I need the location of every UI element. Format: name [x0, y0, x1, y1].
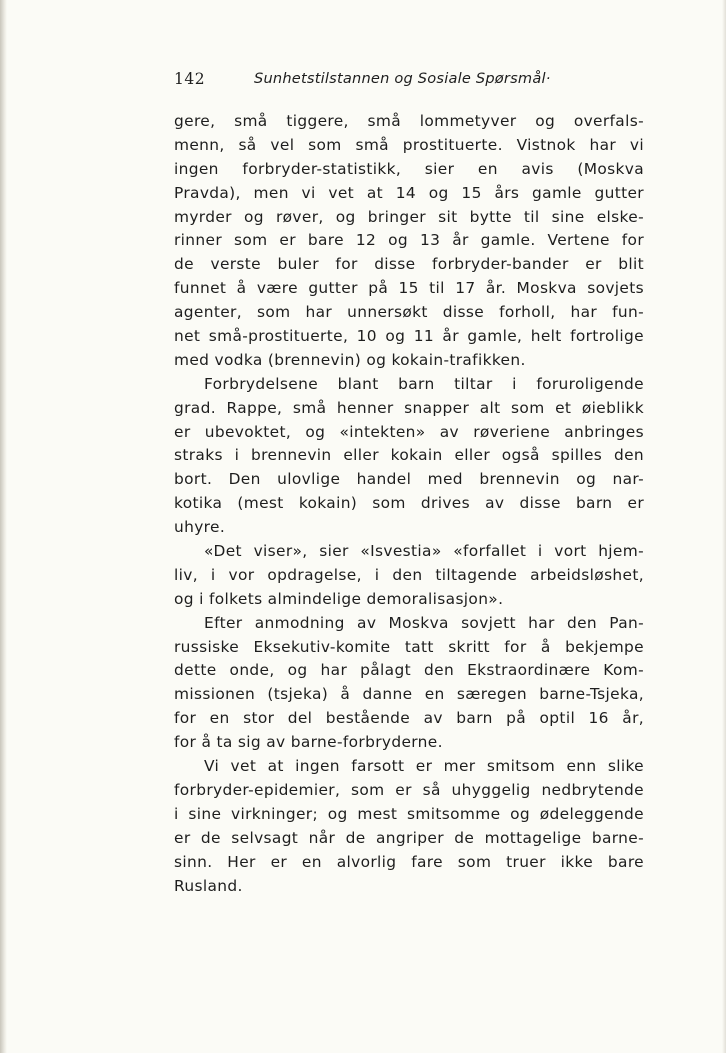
text-line: net små-prostituerte, 10 og 11 år gamle, helt fortrolige [174, 327, 644, 346]
text-line: for en stor del bestående av barn på optil 16 år, [174, 709, 644, 728]
text-line: sinn. Her er en alvorlig fare som truer ikke bare [174, 852, 644, 871]
text-line: Efter anmodning av Moskva sovjett har den Pan- [204, 613, 644, 632]
text-line: er ubevoktet, og «intekten» av røveriene anbringes [174, 422, 644, 441]
page-right-edge-shadow [722, 0, 726, 1053]
page-number: 142 [174, 70, 206, 88]
text-line: funnet å være gutter på 15 til 17 år. Moskva sovjets [174, 279, 644, 298]
text-line: bort. Den ulovlige handel med brennevin og nar- [174, 470, 644, 489]
page-left-edge-shadow [0, 0, 7, 1053]
text-line: uhyre. [174, 518, 226, 537]
text-line: agenter, som har unnersøkt disse forholl, har fun- [174, 303, 644, 322]
text-line: myrder og røver, og bringer sit bytte til sine elske- [174, 207, 644, 226]
text-line: straks i brennevin eller kokain eller også spilles den [174, 446, 644, 465]
text-line: forbryder-epidemier, som er så uhyggelig nedbrytende [174, 780, 644, 799]
running-title: Sunhetstilstannen og Sosiale Spørsmål· [254, 70, 551, 87]
text-line: ingen forbryder-statistikk, sier en avis (Moskva [174, 159, 644, 178]
body-text [174, 110, 644, 898]
text-line: missionen (tsjeka) å danne en særegen barne-Tsjeka, [174, 685, 644, 704]
text-line: i sine virkninger; og mest smitsomme og ødeleggende [174, 804, 644, 823]
text-line: de verste buler for disse forbryder-bander er blit [174, 255, 644, 274]
page-header [174, 70, 604, 92]
text-line: Rusland. [174, 876, 243, 895]
text-line: Vi vet at ingen farsott er mer smitsom enn slike [204, 757, 644, 776]
text-line: og i folkets almindelige demoralisasjon». [174, 589, 504, 608]
text-line: grad. Rappe, små henner snapper alt som et øieblikk [174, 398, 644, 417]
text-line: kotika (mest kokain) som drives av disse barn er [174, 494, 644, 513]
text-line: er de selvsagt når de angriper de mottagelige barne- [174, 828, 644, 847]
text-line: liv, i vor opdragelse, i den tiltagende arbeidsløshet, [174, 565, 644, 584]
text-line: for å ta sig av barne-forbryderne. [174, 733, 443, 752]
text-line: Forbrydelsene blant barn tiltar i foruroligende [204, 374, 644, 393]
text-line: gere, små tiggere, små lommetyver og overfals- [174, 112, 644, 130]
text-line: dette onde, og har pålagt den Ekstraordinære Kom- [174, 661, 644, 680]
text-line: med vodka (brennevin) og kokain-trafikken. [174, 350, 526, 369]
text-line: menn, så vel som små prostituerte. Vistnok har vi [174, 135, 644, 154]
text-line: russiske Eksekutiv-komite tatt skritt for å bekjempe [174, 637, 644, 656]
text-line: «Det viser», sier «Isvestia» «forfallet i vort hjem- [204, 542, 644, 561]
text-line: rinner som er bare 12 og 13 år gamle. Vertene for [174, 231, 644, 250]
text-line: Pravda), men vi vet at 14 og 15 års gamle gutter [174, 183, 644, 202]
